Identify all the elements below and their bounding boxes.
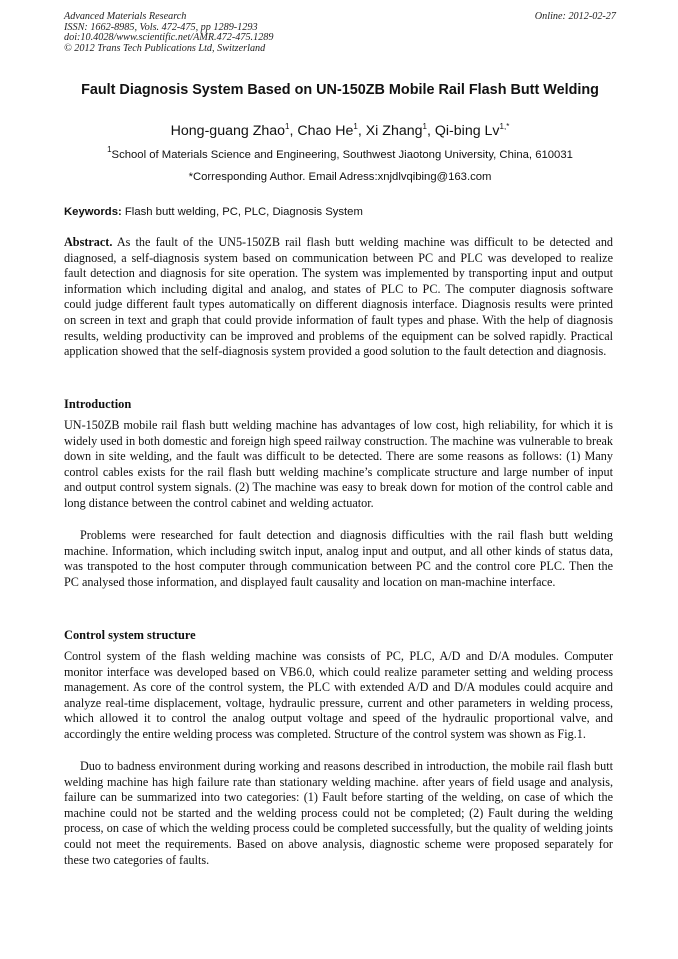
author-name: Chao He	[297, 123, 354, 139]
author-name: Qi-bing Lv	[434, 123, 500, 139]
affiliation-marker: 1	[107, 145, 112, 154]
author-name: Hong-guang Zhao	[170, 123, 286, 139]
journal-copyright: © 2012 Trans Tech Publications Ltd, Switzerland	[64, 42, 266, 54]
author-name: Xi Zhang	[365, 123, 423, 139]
journal-issn: ISSN: 1662-8985, Vols. 472-475, pp 1289-1293	[64, 21, 258, 33]
control-paragraph-1: Control system of the flash welding machine was consists of PC, PLC, A/D and D/A modules. Computer monitor interface was developed based on VB6.0, which could realize parameter setting and welding process management. As core of the control system, the PLC with extended A/D and D/A modules could acquire and analyze real-time displacement, voltage, hydraulic pressure, current and other parameters in welding process, which allowed it to control the analog output voltage and speed of the hydraulic proportional valve, and accordingly the entire welding process was completed. Structure of the control system was shown as Fig.1.	[64, 649, 613, 741]
keywords-text: Flash butt welding, PC, PLC, Diagnosis System	[124, 206, 363, 218]
corresponding-author: *Corresponding Author. Email Adress:xnjdlvqibing@163.com	[188, 171, 492, 183]
journal-doi[interactable]: doi:10.4028/www.scientific.net/AMR.472-475.1289	[64, 32, 274, 44]
intro-paragraph-2: Problems were researched for fault detection and diagnosis difficulties with the rail flash butt welding machine. Information, which including switch input, analog input and output, and all other kinds of status data, was transpoted to the host computer through communication between PC and the control core PLC. Then the PC analysed those information, and displayed fault causality and location on man-machine interface.	[64, 528, 613, 589]
abstract-label: Abstract.	[64, 235, 113, 249]
paper-title: Fault Diagnosis System Based on UN-150ZB Mobile Rail Flash Butt Welding	[81, 82, 599, 98]
abstract-text: As the fault of the UN5-150ZB rail flash butt welding machine was difficult to be detected and diagnosed, a self-diagnosis system based on communication between PC and PLC was developed to realize fault detection and diagnosis for site operation. The system was implemented by transporting input and output information which including digital and analog, and states of PLC to PC. The computer diagnosis software could judge different fault types automatically on different diagnosis interface. Diagnosis results were printed on screen in text and graph that could provide information of fault types and phase. With the help of diagnosis results, welding productivity can be improved and problems of the equipment can be solved rapidly. Practical application showed that the self-diagnosis system provided a good solution to the fault detection and diagnosis.	[64, 235, 614, 359]
journal-name: Advanced Materials Research	[64, 11, 187, 22]
author-affiliation-marker: 1,*	[499, 122, 510, 131]
online-date: Online: 2012-02-27	[534, 11, 616, 22]
section-heading-introduction: Introduction	[64, 397, 132, 411]
author-separator: ,	[289, 123, 298, 139]
author-affiliation-marker: 1	[422, 122, 427, 131]
journal-header	[64, 12, 616, 54]
abstract	[64, 235, 613, 360]
intro-paragraph-1: UN-150ZB mobile rail flash butt welding machine has advantages of low cost, high reliability, for which it is widely used in both domestic and foreign high speed railway construction. The machine was vulnerable to break down in site welding, and the fault was difficult to be detected. There are some reasons as follows: (1) Many control cables exists for the rail flash butt welding machine’s complicate structure and large number of input and output control system signals. (2) The machine was easy to break down for motion of the control cable and long distance between the control cabinet and welding actuator.	[64, 418, 613, 510]
author-separator: ,	[357, 123, 366, 139]
author-separator: ,	[426, 123, 435, 139]
affiliation-text: School of Materials Science and Engineering, Southwest Jiaotong University, China, 610031	[111, 149, 573, 161]
author-list	[64, 122, 616, 140]
section-heading-control-system: Control system structure	[64, 628, 196, 642]
keywords-label: Keywords:	[64, 206, 122, 218]
author-affiliation-marker: 1	[285, 122, 290, 131]
control-paragraph-2: Duo to badness environment during working and reasons described in introduction, the mobile rail flash butt welding machine has high failure rate than stationary welding machine. after years of field usage and analysis, failure can be summarized into two categories: (1) Fault before starting of the welding, on case of which the machine could not be started and the welding process could not be completed; (2) Fault during the welding process, on case of which the welding process could be completed successfully, but the quality of welding joints could not meet the requirements. Based on above analysis, diagnostic scheme were proposed separately for these two categories of faults.	[64, 759, 613, 867]
author-affiliation-marker: 1	[353, 122, 358, 131]
keywords	[64, 205, 616, 219]
affiliation	[64, 145, 616, 162]
